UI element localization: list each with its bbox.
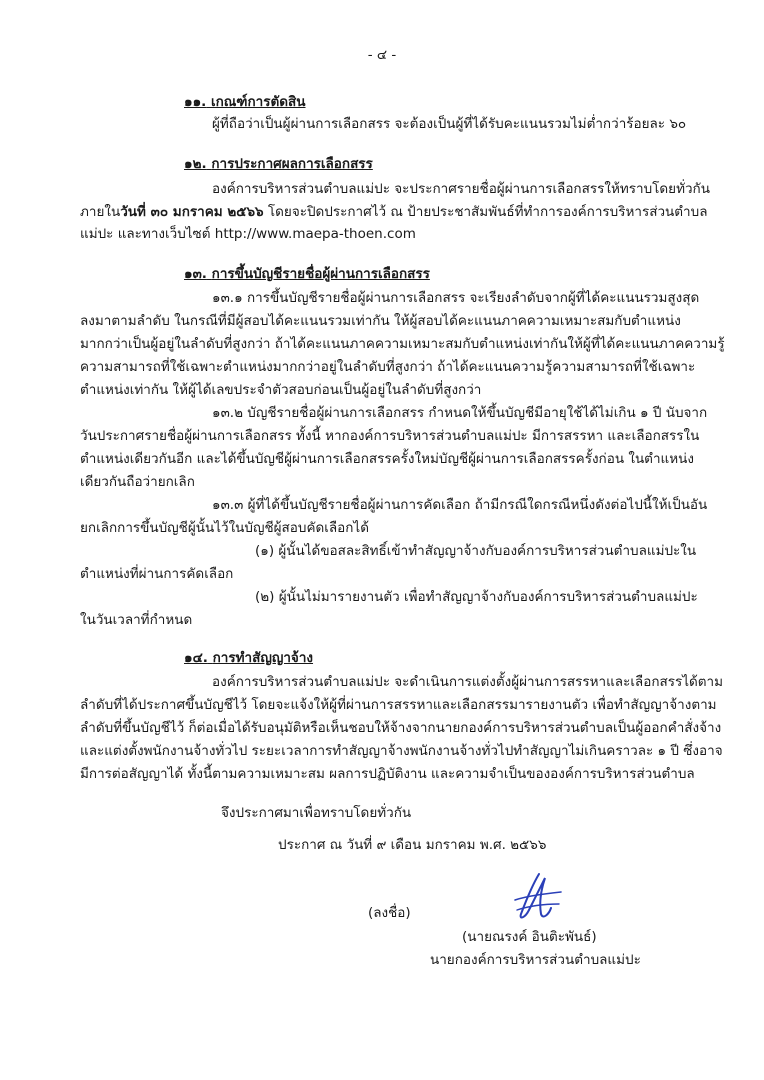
section-14-line: องค์การบริหารส่วนตำบลแม่ปะ จะดำเนินการแต่งตั้งผู้ผ่านการสรรหาและเลือกสรรได้ตาม bbox=[212, 674, 724, 690]
clause-13-1-line: มากกว่าเป็นผู้อยู่ในลำดับที่สูงกว่า ถ้าได้คะแนนภาคความเหมาะสมกับตำแหน่งเท่ากันให้ผู้ที่ได้คะแนนภาคความรู้ bbox=[80, 336, 725, 352]
announcement-date-bold: วันที่ ๓๐ มกราคม ๒๕๖๖ bbox=[120, 204, 264, 220]
closing-announcement: จึงประกาศมาเพื่อทราบโดยทั่วกัน bbox=[221, 805, 412, 821]
page-number: - ๔ - bbox=[367, 47, 397, 63]
clause-13-1-line: ลงมาตามลำดับ ในกรณีที่มีผู้สอบได้คะแนนรวมเท่ากัน ให้ผู้สอบได้คะแนนภาคความเหมาะสมกับตำแหน่ง bbox=[80, 313, 681, 329]
clause-13-3-item-1-cont: ตำแหน่งที่ผ่านการคัดเลือก bbox=[80, 566, 234, 582]
clause-13-3-line: ยกเลิกการขึ้นบัญชีผู้นั้นไว้ในบัญชีผู้สอบคัดเลือกได้ bbox=[80, 520, 369, 536]
section-14-line: และแต่งตั้งพนักงานจ้างทั่วไป ระยะเวลาการทำสัญญาจ้างพนักงานจ้างทั่วไปทำสัญญาไม่เกินคราวละ ๑ ปี ซึ่งอาจ bbox=[80, 743, 723, 759]
section-14-title: การทำสัญญาจ้าง bbox=[212, 650, 314, 666]
clause-13-3-item-1: (๑) ผู้นั้นได้ขอสละสิทธิ์เข้าทำสัญญาจ้างกับองค์การบริหารส่วนตำบลแม่ปะใน bbox=[255, 543, 697, 559]
clause-13-1-line: ๑๓.๑ การขึ้นบัญชีรายชื่อผู้ผ่านการเลือกสรร จะเรียงลำดับจากผู้ที่ได้คะแนนรวมสูงสุด bbox=[212, 290, 700, 306]
section-14-heading bbox=[184, 649, 313, 667]
clause-13-2-line: วันประกาศรายชื่อผู้ผ่านการเลือกสรร ทั้งนี้ หากองค์การบริหารส่วนตำบลแม่ปะ มีการสรรหา และเลือกสรรใน bbox=[80, 428, 700, 444]
signature-label: (ลงชื่อ) bbox=[368, 905, 411, 921]
signature-image bbox=[505, 870, 565, 926]
clause-13-1-line: ความสามารถที่ใช้เฉพาะตำแหน่งมากกว่าอยู่ในลำดับที่สูงกว่า ถ้าได้คะแนนความรู้ความสามารถที่ใช้เฉพาะ bbox=[80, 359, 696, 375]
clause-13-3-line: ๑๓.๓ ผู้ที่ได้ขึ้นบัญชีรายชื่อผู้ผ่านการคัดเลือก ถ้ามีกรณีใดกรณีหนึ่งดังต่อไปนี้ให้เป็นอัน bbox=[212, 497, 708, 513]
section-14-number: ๑๔. bbox=[184, 650, 208, 666]
section-12-line-2c: โดยจะปิดประกาศไว้ ณ ป้ายประชาสัมพันธ์ที่ทำการองค์การบริหารส่วนตำบล bbox=[263, 204, 708, 220]
section-12-line-2 bbox=[80, 203, 707, 221]
section-12-line-3: แม่ปะ และทางเว็บไซต์ http://www.maepa-thoen.com bbox=[80, 226, 416, 242]
section-13-number: ๑๓. bbox=[184, 266, 207, 282]
section-11-title: เกณฑ์การตัดสิน bbox=[210, 94, 306, 110]
announcement-date: ประกาศ ณ วันที่ ๙ เดือน มกราคม พ.ศ. ๒๕๖๖ bbox=[278, 837, 547, 853]
section-14-line: มีการต่อสัญญาได้ ทั้งนี้ตามความเหมาะสม ผลการปฏิบัติงาน และความจำเป็นขององค์การบริหารส่วนตำบล bbox=[80, 766, 695, 782]
section-12-title: การประกาศผลการเลือกสรร bbox=[211, 156, 373, 172]
section-13-title: การขึ้นบัญชีรายชื่อผู้ผ่านการเลือกสรร bbox=[211, 266, 430, 282]
section-12-line-2a: ภายใน bbox=[80, 204, 121, 220]
clause-13-2-line: เดียวกันถือว่ายกเลิก bbox=[80, 474, 195, 490]
section-11-heading bbox=[184, 93, 306, 111]
section-11-number: ๑๑. bbox=[184, 94, 207, 110]
section-12-line-1: องค์การบริหารส่วนตำบลแม่ปะ จะประกาศรายชื่อผู้ผ่านการเลือกสรรให้ทราบโดยทั่วกัน bbox=[212, 181, 710, 197]
clause-13-1-line: ตำแหน่งเท่ากัน ให้ผู้ได้เลขประจำตัวสอบก่อนเป็นผู้อยู่ในลำดับที่สูงกว่า bbox=[80, 382, 482, 398]
clause-13-3-item-2-cont: ในวันเวลาที่กำหนด bbox=[80, 612, 193, 628]
section-13-heading bbox=[184, 265, 430, 283]
section-12-number: ๑๒. bbox=[184, 156, 207, 172]
section-11-text: ผู้ที่ถือว่าเป็นผู้ผ่านการเลือกสรร จะต้องเป็นผู้ที่ได้รับคะแนนรวมไม่ต่ำกว่าร้อยละ ๖๐ bbox=[212, 116, 687, 132]
signer-position: นายกองค์การบริหารส่วนตำบลแม่ปะ bbox=[430, 952, 641, 968]
clause-13-2-line: ตำแหน่งเดียวกันอีก และได้ขึ้นบัญชีผู้ผ่านการเลือกสรรครั้งใหม่บัญชีผู้ผ่านการเลือกสรรครั้งก่อน ในตำแหน่ง bbox=[80, 451, 694, 467]
section-14-line: ลำดับที่ได้ประกาศขึ้นบัญชีไว้ โดยจะแจ้งให้ผู้ที่ผ่านการสรรหาและเลือกสรรมารายงานตัว เพื่อทำสัญญาจ้างตาม bbox=[80, 697, 717, 713]
clause-13-2-line: ๑๓.๒ บัญชีรายชื่อผู้ผ่านการเลือกสรร กำหนดให้ขึ้นบัญชีมีอายุใช้ได้ไม่เกิน ๑ ปี นับจาก bbox=[212, 405, 708, 421]
section-14-line: ลำดับที่ขึ้นบัญชีไว้ ก็ต่อเมื่อได้รับอนุมัติหรือเห็นชอบให้จ้างจากนายกองค์การบริหารส่วนตำบลเป็นผู้ออกคำสั่งจ้าง bbox=[80, 720, 722, 736]
section-12-heading bbox=[184, 155, 373, 173]
signer-name: (นายณรงค์ อินติะพันธ์) bbox=[462, 929, 597, 945]
clause-13-3-item-2: (๒) ผู้นั้นไม่มารายงานตัว เพื่อทำสัญญาจ้างกับองค์การบริหารส่วนตำบลแม่ปะ bbox=[255, 589, 698, 605]
